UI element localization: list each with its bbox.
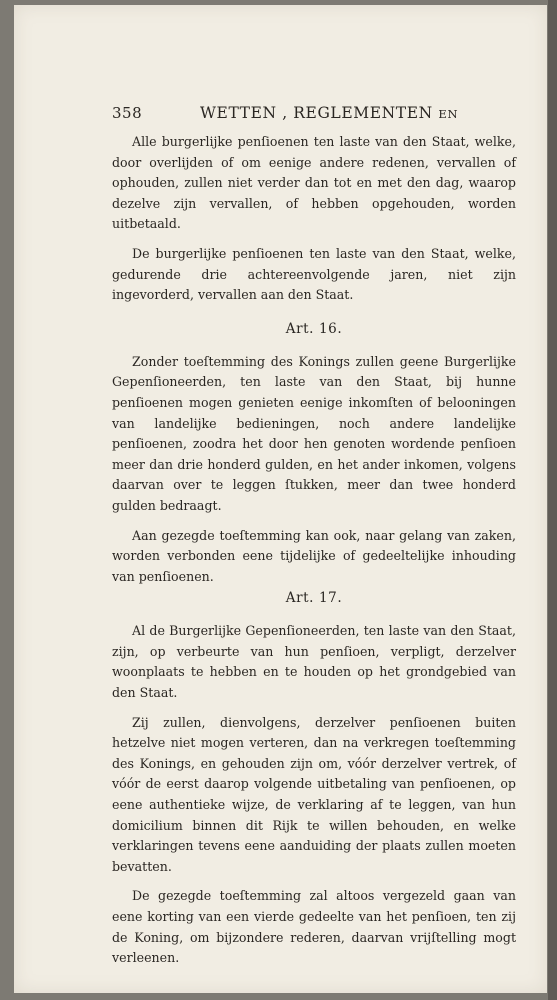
- paragraph-5: Al de Burgerlijke Gepenſioneerden, ten laste van den Staat, zijn, op verbeurte van hun penſioen, verpligt, derzelver woonplaats te hebben en te houden op het grondgebied van den Staat.: [112, 623, 516, 701]
- running-title-main: WETTEN , REGLEMENTEN: [200, 104, 433, 122]
- book-spine-edge: [548, 0, 557, 1000]
- article-heading-16: Art. 16.: [285, 320, 343, 337]
- article-heading-17: Art. 17.: [285, 590, 343, 607]
- paragraph-1: Alle burgerlijke penſioenen ten laste van den Staat, welke, door overlijden of om eenige andere redenen, vervallen of ophouden, zullen niet verder dan tot en met den dag, waarop dezelve zijn vervallen, of hebben opgehouden, worden uitbetaald.: [112, 134, 516, 232]
- running-title: [200, 104, 458, 122]
- page-header: [112, 98, 516, 132]
- page-text: [112, 98, 516, 969]
- page-number: 358: [112, 104, 143, 122]
- paragraph-4: Aan gezegde toeſtemming kan ook, naar gelang van zaken, worden verbonden eene tijdelijke of gedeeltelijke inhouding van penſioenen.: [112, 527, 516, 584]
- paragraph-2: De burgerlijke penſioenen ten laste van den Staat, welke, gedurende drie achtereenvolgende jaren, niet zijn ingevorderd, vervallen aan den Staat.: [112, 245, 516, 303]
- paragraph-7: De gezegde toeſtemming zal altoos vergezeld gaan van eene korting van een vierde gedeelte van het penſioen, ten zij de Koning, om bijzondere rederen, daarvan vrijſtelling mogt verleenen.: [112, 888, 516, 966]
- paragraph-3: Zonder toeſtemming des Konings zullen geene Burgerlijke Gepenſioneerden, ten laste van den Staat, bij hunne penſioenen mogen genieten eenige inkomſten of belooningen van landelijke bedieningen, noch andere landelijke penſioenen, zoodra het door hen genoten wordende penſioen meer dan drie honderd gulden, en het ander inkomen, volgens daarvan over te leggen ſtukken, meer dan twee honderd gulden bedraagt.: [112, 353, 516, 513]
- paragraph-6: Zij zullen, dienvolgens, derzelver penſioenen buiten hetzelve niet mogen verteren, dan na verkregen toeſtemming des Konings, en gehouden zijn om, vóór derzelver vertrek, of vóór de eerst daarop volgende uitbetaling van penſioenen, op eene authentieke wijze, de verklaring af te leggen, van hun domicilium binnen dit Rijk te willen behouden, en welke verklaringen tevens eene aanduiding der plaats zullen moeten bevatten.: [112, 714, 516, 874]
- running-title-suffix: EN: [438, 107, 459, 121]
